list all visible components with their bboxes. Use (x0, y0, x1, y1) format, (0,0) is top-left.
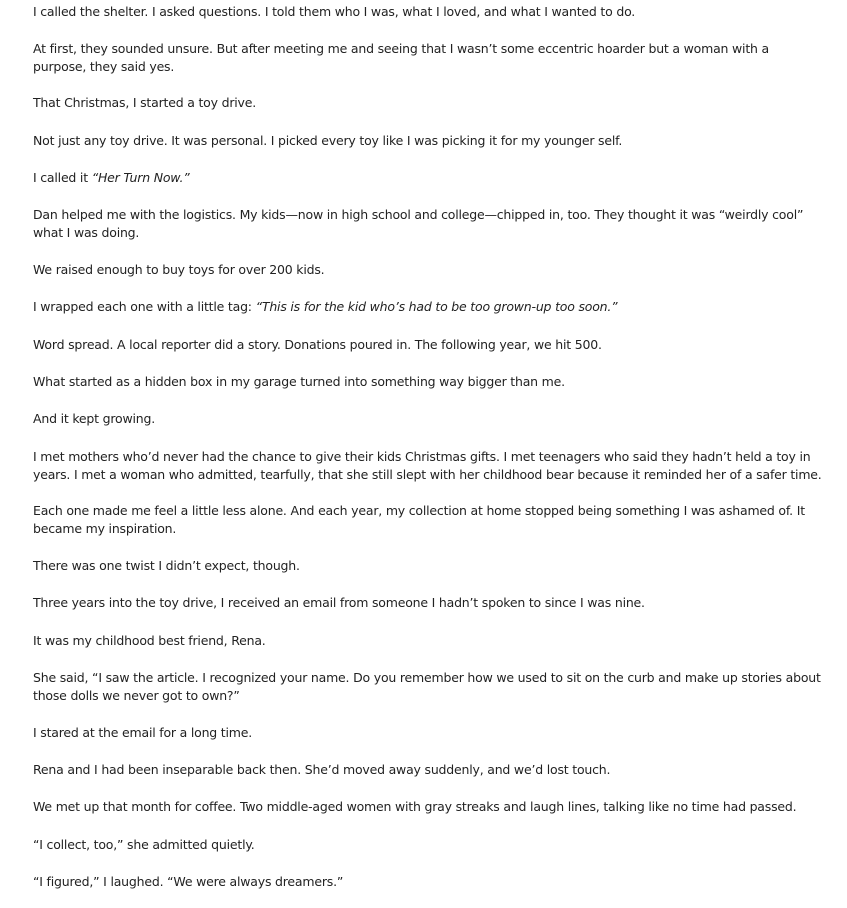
paragraph-text: “I figured,” I laughed. “We were always dreamers.” (33, 874, 344, 889)
paragraph-text: That Christmas, I started a toy drive. (33, 95, 256, 110)
paragraph (33, 798, 823, 816)
paragraph-text: Rena and I had been inseparable back then. She’d moved away suddenly, and we’d lost touch. (33, 762, 611, 777)
paragraph-text: I stared at the email for a long time. (33, 725, 253, 740)
paragraph-text: Not just any toy drive. It was personal. I picked every toy like I was picking it for my younger self. (33, 133, 623, 148)
paragraph (33, 448, 823, 484)
paragraph (33, 410, 823, 428)
paragraph-text: And it kept growing. (33, 411, 155, 426)
paragraph-text: Word spread. A local reporter did a story. Donations poured in. The following year, we hit 500. (33, 337, 602, 352)
paragraph-text: Three years into the toy drive, I received an email from someone I hadn’t spoken to since I was nine. (33, 595, 645, 610)
paragraph-text: I called the shelter. I asked questions. I told them who I was, what I loved, and what I wanted to do. (33, 4, 636, 19)
paragraph-text: Dan helped me with the logistics. My kids—now in high school and college—chipped in, too. They thought it was “weirdly cool” what I was doing. (33, 207, 804, 240)
paragraph-text: Each one made me feel a little less alone. And each year, my collection at home stopped being something I was ashamed of. It became my inspiration. (33, 503, 805, 536)
paragraph (33, 761, 823, 779)
paragraph (33, 169, 823, 187)
paragraph (33, 373, 823, 391)
paragraph-text: What started as a hidden box in my garage turned into something way bigger than me. (33, 374, 565, 389)
paragraph (33, 669, 823, 705)
paragraph (33, 632, 823, 650)
tag-quote: “This is for the kid who’s had to be too grown-up too soon.” (255, 299, 618, 314)
paragraph-text: We met up that month for coffee. Two middle-aged women with gray streaks and laugh lines, talking like no time had passed. (33, 799, 797, 814)
paragraph (33, 336, 823, 354)
paragraph (33, 261, 823, 279)
paragraph-text: I wrapped each one with a little tag: (33, 299, 256, 314)
paragraph-text: “I collect, too,” she admitted quietly. (33, 837, 255, 852)
paragraph-text: I met mothers who’d never had the chance to give their kids Christmas gifts. I met teenagers who said they hadn’t held a toy in years. I met a woman who admitted, tearfully, that she still slept with her childhood bear because it reminded her of a safer time. (33, 449, 822, 482)
paragraph (33, 594, 823, 612)
paragraph (33, 132, 823, 150)
paragraph-text: She said, “I saw the article. I recognized your name. Do you remember how we used to sit on the curb and make up stories about those dolls we never got to own?” (33, 670, 821, 703)
paragraph (33, 3, 823, 21)
paragraph-text: We raised enough to buy toys for over 200 kids. (33, 262, 325, 277)
paragraph (33, 873, 823, 891)
paragraph (33, 836, 823, 854)
paragraph (33, 40, 823, 76)
toy-drive-name: “Her Turn Now.” (91, 170, 190, 185)
paragraph (33, 94, 823, 112)
paragraph (33, 502, 823, 538)
paragraph-text: I called it (33, 170, 92, 185)
paragraph (33, 724, 823, 742)
paragraph (33, 206, 823, 242)
paragraph-text: At first, they sounded unsure. But after meeting me and seeing that I wasn’t some eccentric hoarder but a woman with a purpose, they said yes. (33, 41, 769, 74)
paragraph-text: There was one twist I didn’t expect, though. (33, 558, 300, 573)
paragraph (33, 557, 823, 575)
paragraph (33, 298, 823, 316)
paragraph-text: It was my childhood best friend, Rena. (33, 633, 266, 648)
